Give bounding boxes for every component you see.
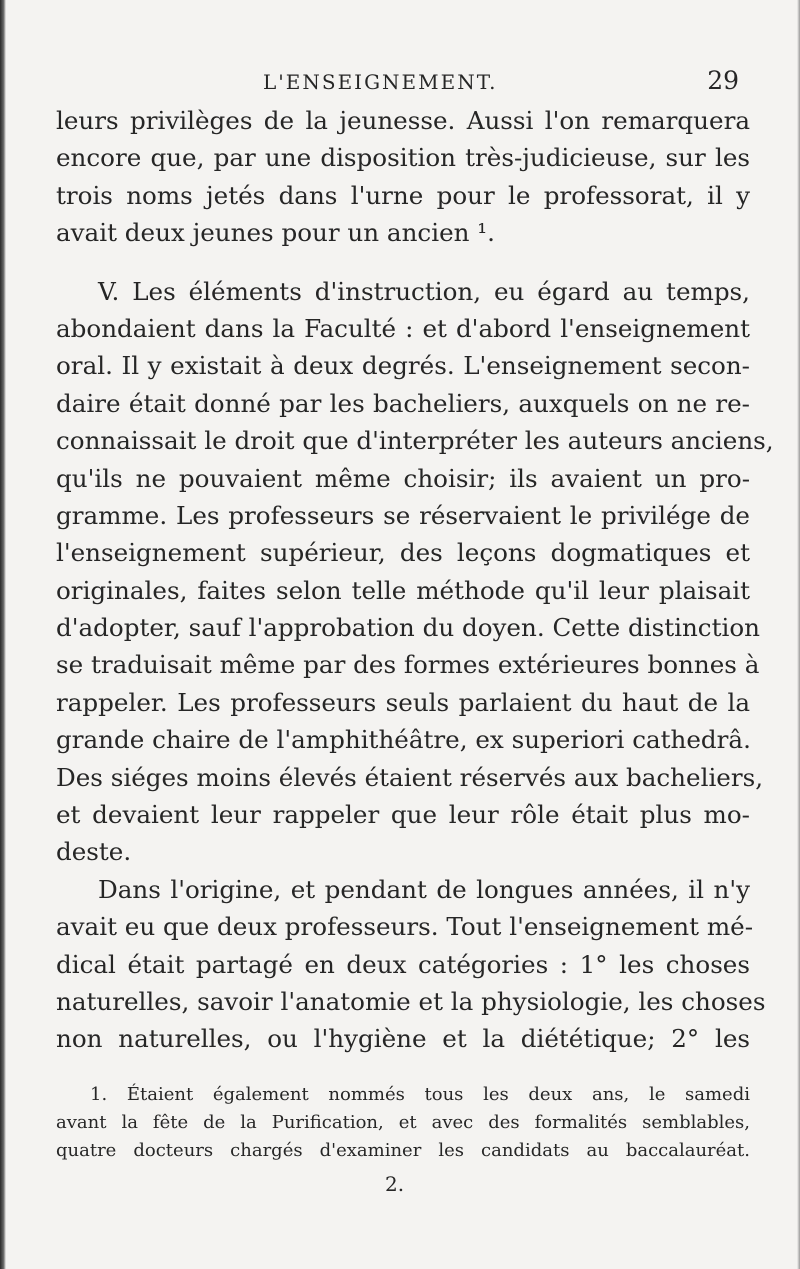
text-line: se traduisait même par des formes extérieures bonnes à bbox=[56, 650, 760, 680]
text-line: abondaient dans la Faculté : et d'abord l'enseignement bbox=[56, 313, 750, 343]
text-line: deste. bbox=[56, 837, 132, 867]
body-text bbox=[56, 102, 774, 1058]
text-line: gramme. Les professeurs se réservaient le privilége de bbox=[56, 500, 750, 530]
text-line: et devaient leur rappeler que leur rôle était plus mo- bbox=[56, 800, 750, 830]
paragraph-spacer bbox=[56, 252, 750, 273]
paragraph-1 bbox=[56, 102, 750, 252]
text-line: originales, faites selon telle méthode qu'il leur plaisait bbox=[56, 575, 750, 605]
text-line: avait eu que deux professeurs. Tout l'enseignement mé- bbox=[56, 912, 754, 942]
text-line: l'enseignement supérieur, des leçons dogmatiques et bbox=[56, 538, 750, 568]
paragraph-3 bbox=[56, 871, 766, 1058]
footnote-line: quatre docteurs chargés d'examiner les candidats au baccalauréat. bbox=[56, 1139, 750, 1161]
text-line: Des siéges moins élevés étaient réservés aux bacheliers, bbox=[56, 762, 764, 792]
paragraph-2 bbox=[56, 273, 774, 871]
text-line: daire était donné par les bacheliers, auxquels on ne re- bbox=[56, 388, 750, 418]
text-line: non naturelles, ou l'hygiène et la diététique; 2° les bbox=[56, 1024, 750, 1054]
footnote-line: 1. Étaient également nommés tous les deux ans, le samedi bbox=[90, 1084, 750, 1105]
text-line: avait deux jeunes pour un ancien ¹. bbox=[56, 218, 495, 248]
footnotes bbox=[56, 1081, 750, 1164]
text-line: connaissait le droit que d'interpréter les auteurs anciens, bbox=[56, 426, 774, 456]
signature-mark: 2. bbox=[385, 1172, 405, 1196]
text-line: naturelles, savoir l'anatomie et la physiologie, les choses bbox=[56, 986, 766, 1016]
text-line: oral. Il y existait à deux degrés. L'enseignement secon- bbox=[56, 351, 750, 381]
text-line: rappeler. Les professeurs seuls parlaient du haut de la bbox=[56, 687, 750, 717]
text-line: grande chaire de l'amphithéâtre, ex superiori cathedrâ. bbox=[56, 725, 751, 755]
text-line: Dans l'origine, et pendant de longues années, il n'y bbox=[98, 874, 750, 904]
text-line: V. Les éléments d'instruction, eu égard au temps, bbox=[98, 276, 750, 306]
running-head: L'ENSEIGNEMENT. bbox=[263, 70, 498, 94]
text-line: encore que, par une disposition très-judicieuse, sur les bbox=[56, 143, 750, 173]
text-line: d'adopter, sauf l'approbation du doyen. Cette distinction bbox=[56, 613, 760, 643]
text-line: trois noms jetés dans l'urne pour le professorat, il y bbox=[56, 180, 750, 210]
text-line: leurs privilèges de la jeunesse. Aussi l'on remarquera bbox=[56, 106, 750, 135]
text-line: qu'ils ne pouvaient même choisir; ils avaient un pro- bbox=[56, 463, 750, 493]
footnote-line: avant la fête de la Purification, et avec des formalités semblables, bbox=[56, 1111, 750, 1133]
page-edge-shadow-left bbox=[0, 0, 6, 1269]
text-line: dical était partagé en deux catégories : 1° les choses bbox=[56, 949, 750, 979]
page-number: 29 bbox=[707, 66, 739, 95]
